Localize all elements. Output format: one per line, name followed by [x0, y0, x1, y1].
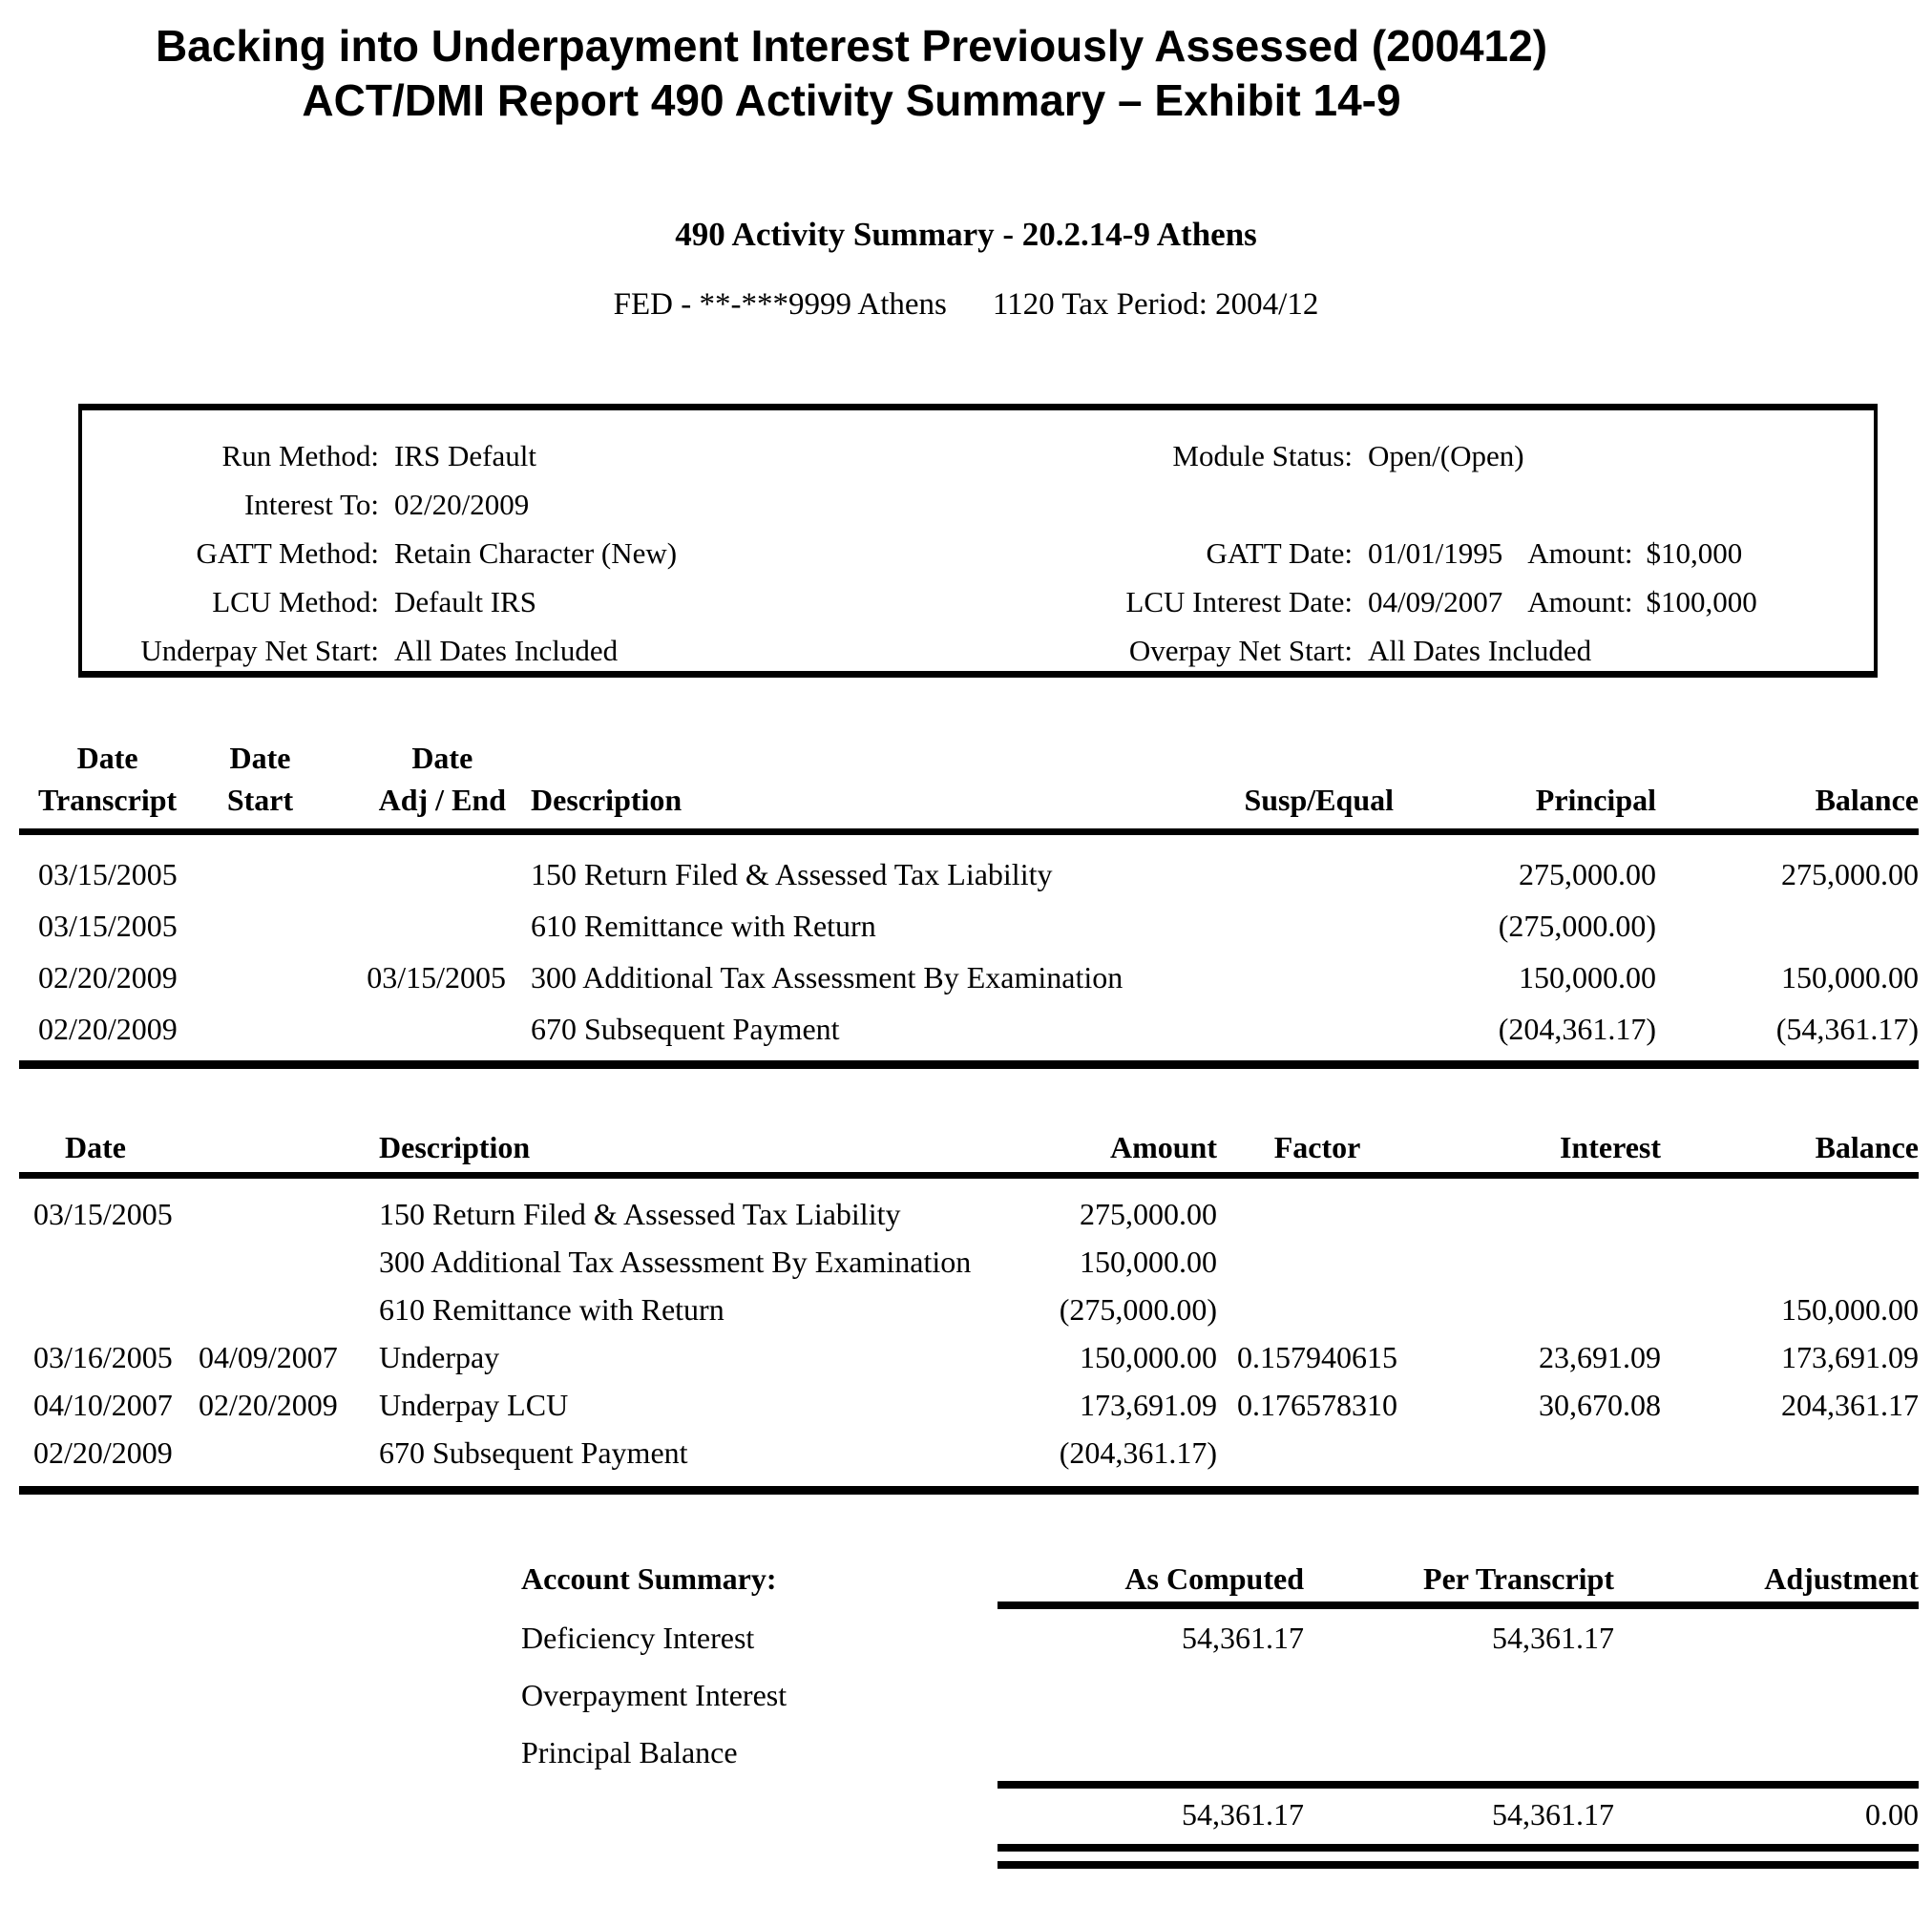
- report-title: 490 Activity Summary - 20.2.14-9 Athens: [675, 216, 1257, 253]
- param-value: 04/09/2007: [1368, 584, 1503, 618]
- cell-balance: 150,000.00: [1781, 1291, 1919, 1327]
- summary-row-overpayment-interest: [521, 1666, 1919, 1724]
- divider: [19, 1060, 1919, 1069]
- parameters-box: [78, 404, 1878, 678]
- param-label: Run Method:: [221, 438, 379, 472]
- param-row-gatt-method: [82, 529, 677, 577]
- cell-date-adj-end: 03/15/2005: [367, 959, 506, 994]
- cell-principal: 150,000.00: [1519, 959, 1656, 994]
- param-label: Interest To:: [243, 487, 379, 521]
- header-balance: Balance: [1815, 783, 1919, 817]
- computation-row: [19, 1238, 1919, 1286]
- cell-description: 670 Subsequent Payment: [531, 1011, 840, 1046]
- param-row-blank: [1002, 480, 1757, 529]
- transcript-row: [19, 848, 1919, 900]
- computation-row: [19, 1190, 1919, 1238]
- param-value: Default IRS: [394, 584, 536, 618]
- cell-balance: 275,000.00: [1781, 856, 1919, 891]
- spacer: [19, 835, 1919, 848]
- cell-factor: 0.157940615: [1237, 1339, 1397, 1374]
- cell-date-transcript: 03/15/2005: [38, 856, 178, 891]
- cell-description: 300 Additional Tax Assessment By Examination: [379, 1244, 972, 1279]
- divider: [998, 1601, 1919, 1609]
- parameters-left-column: [82, 431, 677, 675]
- param-value: Open/(Open): [1368, 438, 1524, 472]
- cell-balance: (54,361.17): [1775, 1011, 1919, 1046]
- header-factor: Factor: [1273, 1130, 1361, 1164]
- param-value: 01/01/1995: [1368, 535, 1503, 570]
- computation-row: [19, 1286, 1919, 1333]
- cell-date-transcript: 02/20/2009: [38, 1011, 178, 1046]
- cell-description: 610 Remittance with Return: [379, 1291, 724, 1327]
- header-amount: Amount: [1109, 1130, 1217, 1164]
- cell-interest: 30,670.08: [1539, 1387, 1661, 1422]
- document-title-line2: ACT/DMI Report 490 Activity Summary – Exhibit 14-9: [302, 75, 1401, 125]
- cell-amount: 275,000.00: [1080, 1196, 1217, 1231]
- cell-date-start: 03/16/2005: [33, 1339, 173, 1374]
- cell-description: Underpay LCU: [379, 1387, 569, 1422]
- account-summary-title: Account Summary:: [521, 1560, 777, 1596]
- cell-amount: 150,000.00: [1080, 1244, 1217, 1279]
- header-date-transcript: Date Transcript: [38, 741, 178, 817]
- cell-balance: 150,000.00: [1781, 959, 1919, 994]
- header-adjustment: Adjustment: [1764, 1560, 1919, 1596]
- cell-date-transcript: 02/20/2009: [38, 959, 178, 994]
- param-amount-label: Amount:: [1527, 584, 1633, 618]
- spacer: [521, 1852, 1919, 1861]
- summary-label: Deficiency Interest: [521, 1620, 755, 1655]
- cell-interest: 23,691.09: [1539, 1339, 1661, 1374]
- cell-description: 150 Return Filed & Assessed Tax Liability: [531, 856, 1053, 891]
- cell-principal: 275,000.00: [1519, 856, 1656, 891]
- param-amount-label: Amount:: [1527, 535, 1633, 570]
- tax-period: 1120 Tax Period: 2004/12: [992, 287, 1319, 322]
- summary-totals-row: [521, 1789, 1919, 1840]
- cell-amount: (275,000.00): [1059, 1291, 1217, 1327]
- account-summary: [521, 1556, 1919, 1869]
- param-label: Underpay Net Start:: [140, 633, 379, 667]
- entity-id: FED - **-***9999 Athens: [613, 287, 947, 322]
- summary-label: Principal Balance: [521, 1734, 738, 1769]
- cell-description: Underpay: [379, 1339, 500, 1374]
- header-principal: Principal: [1535, 783, 1656, 817]
- param-value: All Dates Included: [1368, 633, 1592, 667]
- cell-amount: 150,000.00: [1080, 1339, 1217, 1374]
- parameters-right-column: [1002, 431, 1757, 675]
- param-value: Retain Character (New): [394, 535, 678, 570]
- summary-label: Overpayment Interest: [521, 1677, 788, 1712]
- param-label: LCU Interest Date:: [1125, 584, 1353, 618]
- document-title: [0, 19, 1703, 128]
- computation-table: [19, 1122, 1919, 1495]
- header-description: Description: [379, 1130, 531, 1164]
- divider: [998, 1781, 1919, 1789]
- divider: [19, 1486, 1919, 1495]
- summary-row-principal-balance: [521, 1724, 1919, 1781]
- header-balance: Balance: [1815, 1130, 1919, 1164]
- transcript-row: [19, 900, 1919, 952]
- divider: [19, 828, 1919, 835]
- cell-amount: (204,361.17): [1059, 1434, 1217, 1470]
- transcript-table-header: [19, 737, 1919, 821]
- cell-principal: (204,361.17): [1498, 1011, 1656, 1046]
- param-label: Module Status:: [1172, 438, 1353, 472]
- param-row-overpay-net-start: [1002, 626, 1757, 675]
- cell-description: 610 Remittance with Return: [531, 908, 876, 943]
- computation-row: [19, 1333, 1919, 1381]
- param-label: GATT Method:: [196, 535, 379, 570]
- cell-principal: (275,000.00): [1498, 908, 1656, 943]
- param-label: GATT Date:: [1206, 535, 1353, 570]
- computation-row: [19, 1381, 1919, 1429]
- header-interest: Interest: [1559, 1130, 1661, 1164]
- param-value: IRS Default: [394, 438, 536, 472]
- transcript-row: [19, 952, 1919, 1003]
- param-row-module-status: [1002, 431, 1757, 480]
- divider: [998, 1861, 1919, 1869]
- total-per-transcript: 54,361.17: [1492, 1796, 1614, 1832]
- cell-date-start: 03/15/2005: [33, 1196, 173, 1231]
- cell-date-start: 04/10/2007: [33, 1387, 173, 1422]
- param-row-gatt-date: [1002, 529, 1757, 577]
- param-amount-value: $10,000: [1646, 535, 1743, 570]
- spacer: [19, 1179, 1919, 1190]
- header-description: Description: [531, 783, 682, 817]
- cell-per-transcript: 54,361.17: [1492, 1620, 1614, 1655]
- cell-as-computed: 54,361.17: [1182, 1620, 1304, 1655]
- entity-line: [0, 287, 1932, 323]
- total-adjustment: 0.00: [1865, 1796, 1919, 1832]
- header-as-computed: As Computed: [1124, 1560, 1304, 1596]
- cell-date-transcript: 03/15/2005: [38, 908, 178, 943]
- cell-date-start: 02/20/2009: [33, 1434, 173, 1470]
- document-title-line1: Backing into Underpayment Interest Previously Assessed (200412): [155, 21, 1548, 71]
- cell-description: 670 Subsequent Payment: [379, 1434, 688, 1470]
- param-amount-value: $100,000: [1646, 584, 1757, 618]
- param-row-interest-to: [82, 480, 677, 529]
- header-susp-equal: Susp/Equal: [1244, 783, 1394, 817]
- account-summary-header: [521, 1556, 1919, 1601]
- summary-row-deficiency-interest: [521, 1609, 1919, 1666]
- param-label: LCU Method:: [212, 584, 379, 618]
- cell-balance: 173,691.09: [1781, 1339, 1919, 1374]
- computation-row: [19, 1429, 1919, 1476]
- cell-date-end: 04/09/2007: [199, 1339, 338, 1374]
- cell-date-end: 02/20/2009: [199, 1387, 338, 1422]
- transcript-row: [19, 1003, 1919, 1055]
- param-row-lcu-interest-date: [1002, 577, 1757, 626]
- param-row-lcu-method: [82, 577, 677, 626]
- param-row-underpay-net-start: [82, 626, 677, 675]
- divider: [998, 1844, 1919, 1852]
- total-as-computed: 54,361.17: [1182, 1796, 1304, 1832]
- cell-description: 300 Additional Tax Assessment By Examination: [531, 959, 1124, 994]
- param-value: All Dates Included: [394, 633, 619, 667]
- divider: [19, 1172, 1919, 1179]
- header-date-adj-end: Date Adj / End: [378, 741, 506, 817]
- cell-factor: 0.176578310: [1237, 1387, 1397, 1422]
- header-date: Date: [65, 1130, 126, 1164]
- transcript-table: [19, 737, 1919, 1069]
- param-row-run-method: [82, 431, 677, 480]
- cell-description: 150 Return Filed & Assessed Tax Liability: [379, 1196, 901, 1231]
- cell-balance: 204,361.17: [1781, 1387, 1919, 1422]
- computation-table-header: [19, 1122, 1919, 1166]
- param-label: Overpay Net Start:: [1128, 633, 1353, 667]
- param-value: 02/20/2009: [394, 487, 530, 521]
- cell-amount: 173,691.09: [1080, 1387, 1217, 1422]
- header-per-transcript: Per Transcript: [1423, 1560, 1614, 1596]
- header-date-start: Date Start: [226, 741, 294, 817]
